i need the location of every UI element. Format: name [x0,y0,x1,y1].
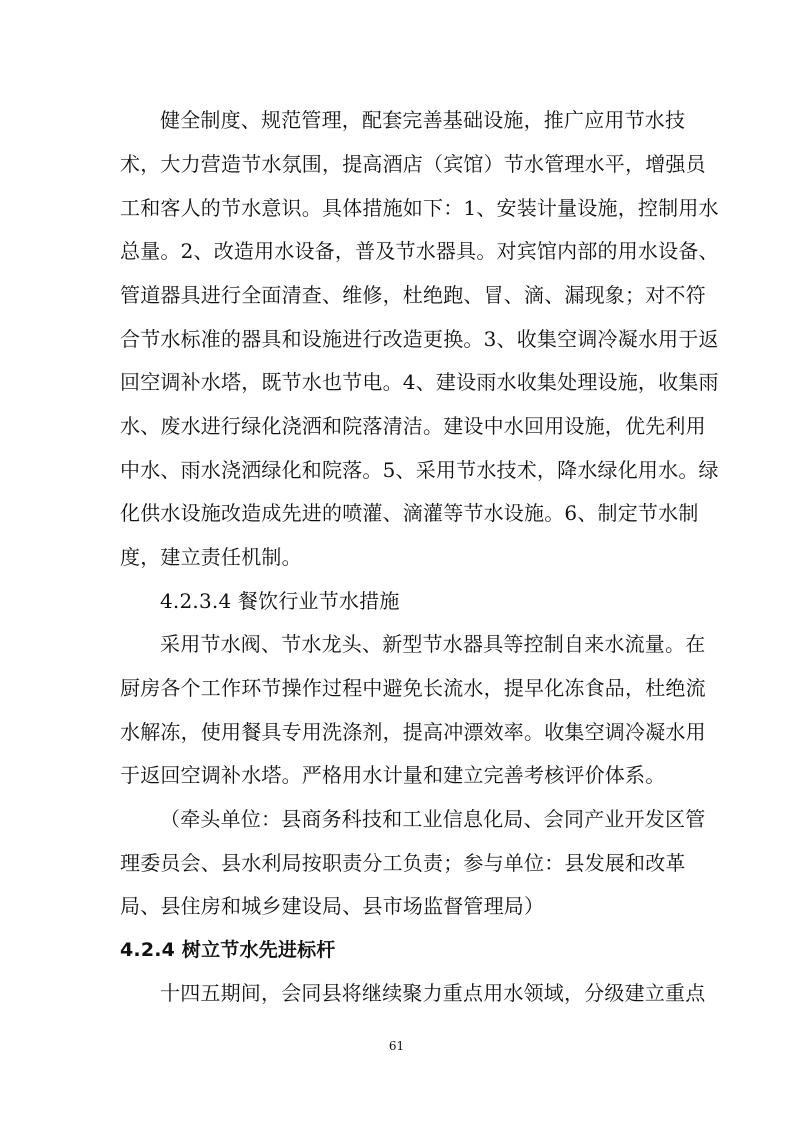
subsection-heading: 4.2.3.4 餐饮行业节水措施 [160,588,400,613]
body-text-line: 度，建立责任机制。 [120,544,302,569]
body-text-line: 总量。2、改造用水设备，普及节水器具。对宾馆内部的用水设备、 [120,238,719,263]
responsibility-note-line: （牵头单位：县商务科技和工业信息化局、会同产业开发区管 [160,806,706,831]
body-text-line: 水解冻，使用餐具专用洗涤剂，提高冲漂效率。收集空调冷凝水用 [120,719,706,744]
body-text-line: 工和客人的节水意识。具体措施如下：1、安装计量设施，控制用水 [120,195,719,220]
body-text-line: 合节水标准的器具和设施进行改造更换。3、收集空调冷凝水用于返 [120,326,719,351]
body-text-line: 回空调补水塔，既节水也节电。4、建设雨水收集处理设施，收集雨 [120,369,719,394]
section-heading: 4.2.4 树立节水先进标杆 [120,938,336,961]
body-text-line: 化供水设施改造成先进的喷灌、滴灌等节水设施。6、制定节水制 [120,500,699,525]
page-number: 61 [388,1039,405,1053]
responsibility-note-line: 局、县住房和城乡建设局、县市场监督管理局） [120,893,545,918]
body-text-line: 于返回空调补水塔。严格用水计量和建立完善考核评价体系。 [120,762,666,787]
body-text-line: 水、废水进行绿化浇洒和院落清洁。建设中水回用设施，优先利用 [120,413,706,438]
body-text-line: 十四五期间，会同县将继续聚力重点用水领域，分级建立重点 [160,981,706,1005]
body-text-line: 健全制度、规范管理，配套完善基础设施，推广应用节水技 [160,108,686,132]
body-text-line: 管道器具进行全面清查、维修，杜绝跑、冒、滴、漏现象；对不符 [120,282,706,307]
responsibility-note-line: 理委员会、县水利局按职责分工负责；参与单位：县发展和改革 [120,850,686,875]
body-text-line: 中水、雨水浇洒绿化和院落。5、采用节水技术，降水绿化用水。绿 [120,457,719,482]
body-text-line: 采用节水阀、节水龙头、新型节水器具等控制自来水流量。在 [160,631,706,656]
body-text-line: 厨房各个工作环节操作过程中避免长流水，提早化冻食品，杜绝流 [120,675,706,700]
body-text-line: 术，大力营造节水氛围，提高酒店（宾馆）节水管理水平，增强员 [120,151,706,176]
